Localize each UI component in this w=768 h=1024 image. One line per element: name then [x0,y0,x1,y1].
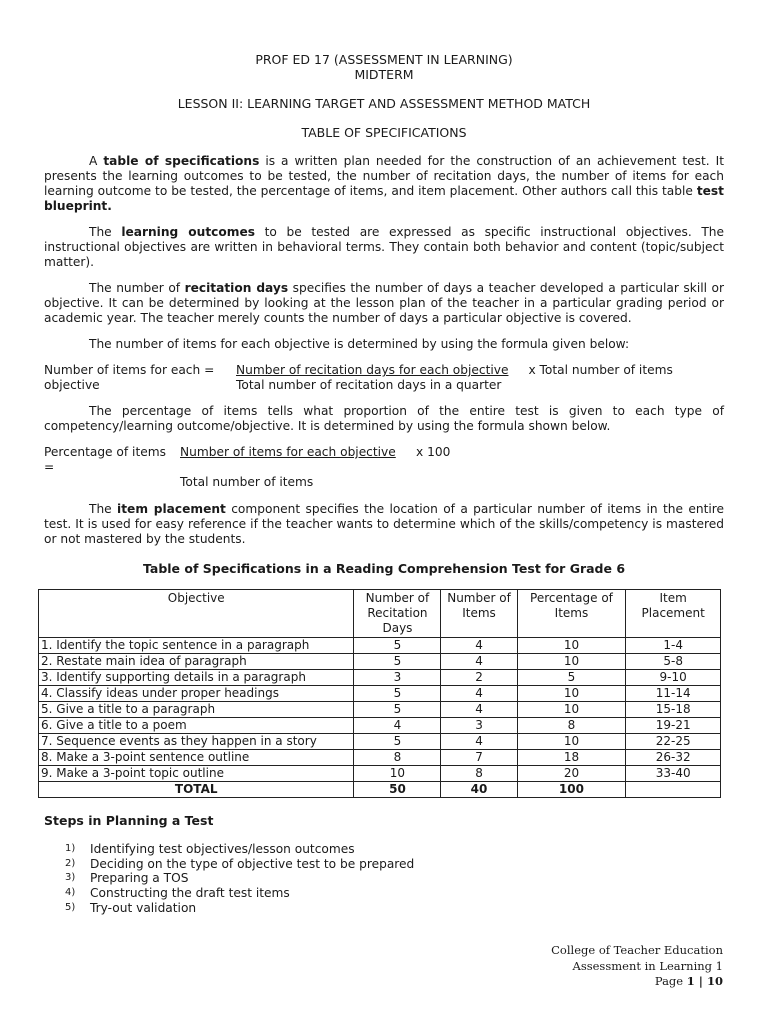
list-item: 2) Deciding on the type of objective test to be prepared [65,856,415,871]
paragraph-items-formula-intro: The number of items for each objective is determined by using the formula given below: [89,337,630,351]
header-item-placement: Item Placement [626,590,721,638]
header-recitation-days: Number of Recitation Days [354,590,441,638]
lesson-title: LESSON II: LEARNING TARGET AND ASSESSMENT METHOD MATCH [177,96,591,111]
items-formula-fraction [236,363,673,393]
table-row: 9. Make a 3-point topic outline 10 8 20 33-40 [39,766,721,782]
footer-college: College of Teacher Education [551,943,723,957]
percentage-formula-numerator: Number of items for each objective [180,445,396,459]
steps-list [44,842,724,916]
paragraph-item-placement: The item placement component specifies the location of a particular number of items in the entire test. It is used for easy reference if the teacher wants to determine which of the skills/competency is mastered or not mastered by the students. [44,502,725,546]
table-row: 7. Sequence events as they happen in a story 5 4 10 22-25 [39,734,721,750]
specifications-table [38,589,721,798]
items-formula [44,363,724,393]
list-item: 1) Identifying test objectives/lesson outcomes [65,842,355,856]
items-formula-denominator: Total number of recitation days in a quarter [236,378,502,392]
term-title: MIDTERM [354,67,414,82]
table-row: 1. Identify the topic sentence in a paragraph 5 4 10 1-4 [39,638,721,654]
footer-page-number: Page 1 | 10 [654,974,723,988]
table-row: 2. Restate main idea of paragraph 5 4 10 5-8 [39,654,721,670]
percentage-formula-denominator: Total number of items [180,475,314,489]
header-number-of-items: Number of Items [441,590,517,638]
header-objective: Objective [39,590,354,638]
section-title: TABLE OF SPECIFICATIONS [301,125,467,140]
document-page [41,52,725,916]
items-formula-numerator: Number of recitation days for each objective [236,363,509,377]
header-percentage: Percentage of Items [517,590,626,638]
paragraph-tos-definition: A table of specifications is a written plan needed for the construction of an achievement test. It presents the learning outcomes to be tested, the number of recitation days, the number of items for each learning outcome to be tested, the percentage of items, and item placement. Other authors call this table test blueprint. [44,154,724,213]
paragraph-percentage: The percentage of items tells what proportion of the entire test is given to each type of competency/learning outcome/objective. It is determined by using the formula shown below. [44,404,724,433]
page-footer [551,943,723,990]
list-item: 5) Try-out validation [65,900,197,915]
paragraph-recitation-days: The number of recitation days specifies the number of days a teacher developed a particular skill or objective. It can be determined by looking at the lesson plan of the teacher in a particular grading period or academic year. The teacher merely counts the number of days a particular objective is covered. [44,281,724,325]
list-item: 4) Constructing the draft test items [65,886,290,901]
table-row: 4. Classify ideas under proper headings 5 4 10 11-14 [39,686,721,702]
table-row: 5. Give a title to a paragraph 5 4 10 15-18 [39,702,721,718]
table-header-row [39,590,721,638]
table-row: 6. Give a title to a poem 4 3 8 19-21 [39,718,721,734]
paragraph-learning-outcomes: The learning outcomes to be tested are expressed as specific instructional objectives. The instructional objectives are written in behavioral terms. They contain both behavior and content (topic/subject matter). [44,225,725,269]
list-item: 3) Preparing a TOS [65,871,189,886]
table-row: 8. Make a 3-point sentence outline 8 7 18 26-32 [39,750,721,766]
percentage-formula-label: Percentage of items = [44,445,166,474]
footer-course: Assessment in Learning 1 [572,958,723,973]
table-total-row: TOTAL 50 40 100 [39,782,721,798]
percentage-formula [44,445,724,490]
steps-title: Steps in Planning a Test [44,813,214,828]
course-title: PROF ED 17 (ASSESSMENT IN LEARNING) [255,52,513,67]
items-formula-label: Number of items for each = objective [44,363,215,392]
table-row: 3. Identify supporting details in a paragraph 3 2 5 9-10 [39,670,721,686]
items-formula-multiplier: x Total number of items [528,363,673,377]
table-title: Table of Specifications in a Reading Comprehension Test for Grade 6 [142,561,626,576]
percentage-formula-multiplier: x 100 [416,445,451,459]
